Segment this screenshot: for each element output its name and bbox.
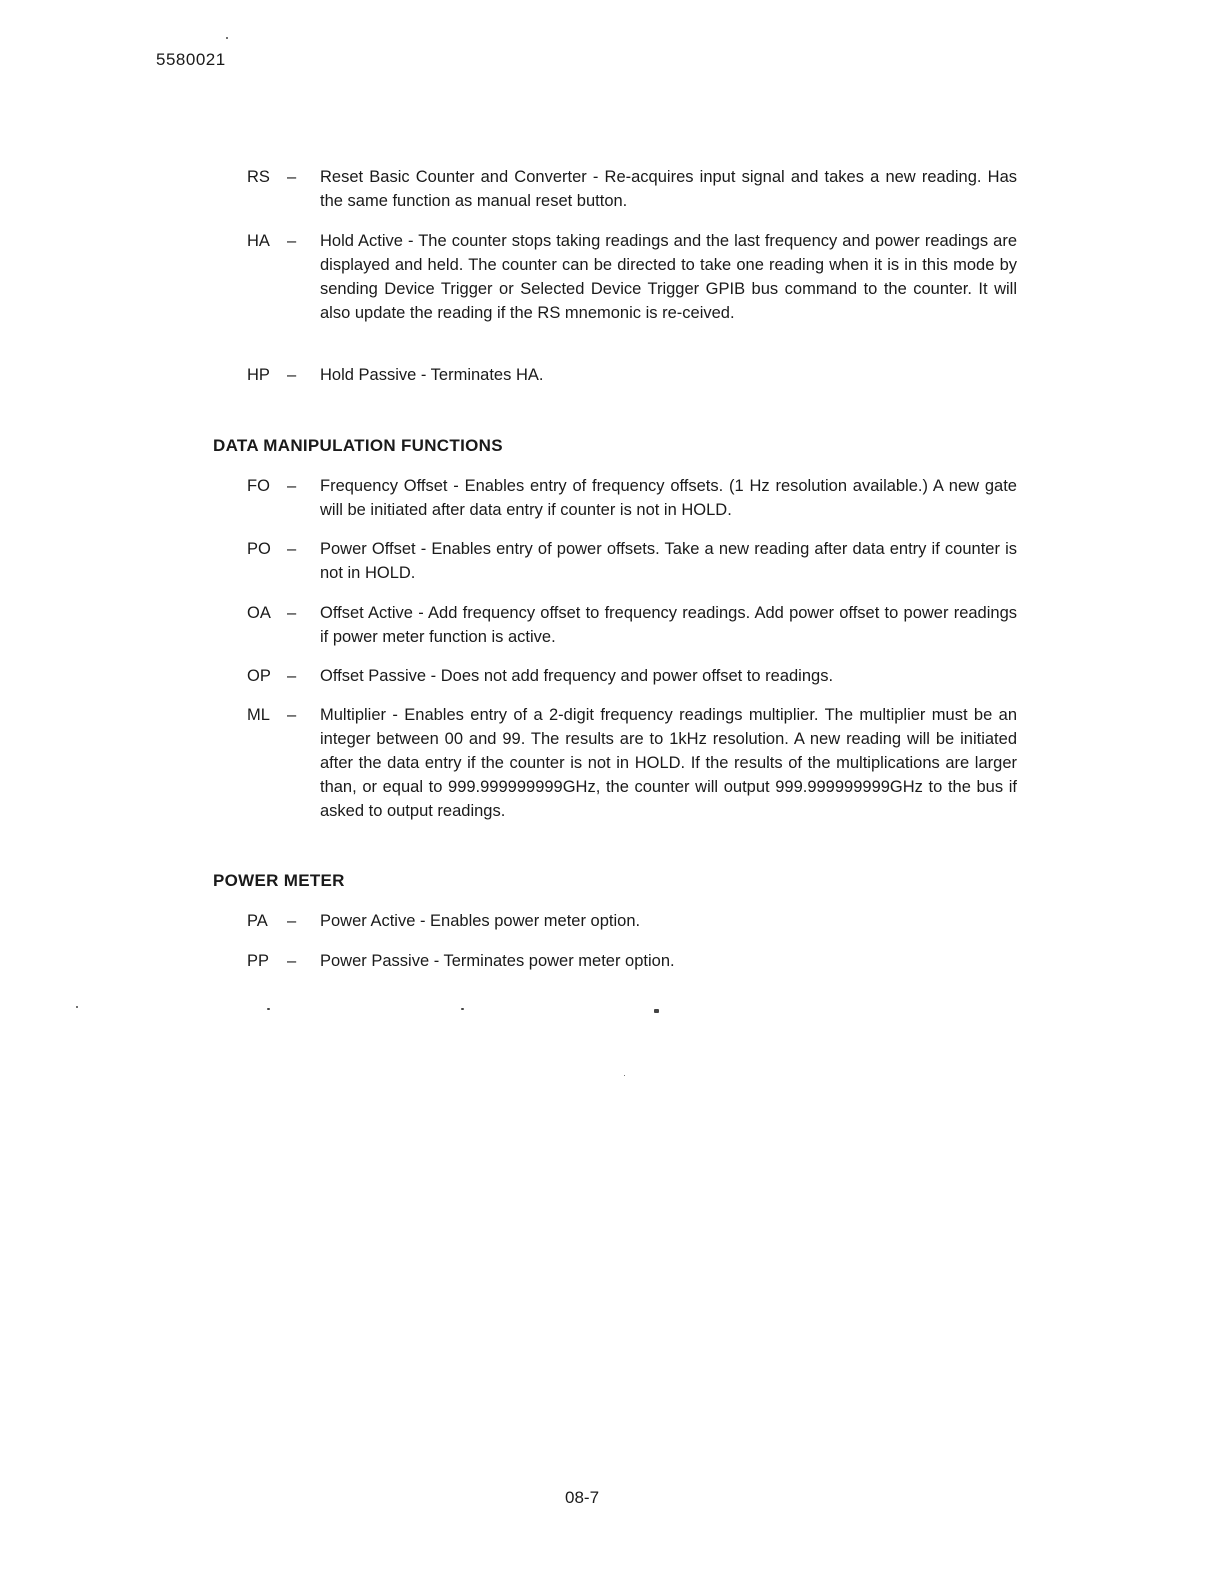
- mnemonic-code: OA: [247, 604, 271, 622]
- mnemonic-description: Reset Basic Counter and Converter - Re-acquires input signal and takes a new reading. Has the same function as manual reset button.: [320, 168, 1017, 210]
- document-id: 5580021: [156, 50, 226, 69]
- mnemonic-dash: –: [287, 477, 297, 495]
- mnemonic-dash: –: [287, 952, 297, 970]
- mnemonic-dash: –: [287, 168, 297, 186]
- entry-ha: [247, 229, 1017, 325]
- mnemonic-description: Power Passive - Terminates power meter option.: [320, 952, 675, 970]
- mnemonic-description: Power Active - Enables power meter option.: [320, 912, 641, 930]
- scan-speck: [461, 1008, 464, 1010]
- mnemonic-code: ML: [247, 706, 270, 724]
- mnemonic-dash: –: [287, 912, 297, 930]
- entry-pp: [247, 949, 1017, 973]
- entry-rs: [247, 165, 1017, 213]
- entry-pa: [247, 909, 1017, 933]
- scan-speck: [654, 1009, 659, 1013]
- entry-oa: [247, 601, 1017, 649]
- section-heading-power-meter: POWER METER: [213, 871, 345, 890]
- page-number: 08-7: [565, 1488, 600, 1507]
- scan-speck: [267, 1008, 270, 1010]
- mnemonic-description: Multiplier - Enables entry of a 2-digit frequency readings multiplier. The multiplier must be an integer between 00 and 99. The results are to 1kHz resolution. A new reading will be initiated after the data entry if the counter is not in HOLD. If the results of the multiplications are larger than, or equal to 999.999999999GHz, the counter will output 999.999999999GHz to the bus if asked to output readings.: [320, 706, 1017, 820]
- mnemonic-dash: –: [287, 232, 297, 250]
- mnemonic-code: RS: [247, 168, 270, 186]
- mnemonic-code: FO: [247, 477, 270, 495]
- mnemonic-code: PA: [247, 912, 268, 930]
- entry-fo: [247, 474, 1017, 522]
- mnemonic-dash: –: [287, 667, 297, 685]
- mnemonic-description: Frequency Offset - Enables entry of frequency offsets. (1 Hz resolution available.) A new gate will be initiated after data entry if counter is not in HOLD.: [320, 477, 1017, 519]
- mnemonic-description: Offset Active - Add frequency offset to frequency readings. Add power offset to power readings if power meter function is active.: [320, 604, 1017, 646]
- mnemonic-description: Hold Passive - Terminates HA.: [320, 366, 544, 384]
- mnemonic-dash: –: [287, 604, 297, 622]
- entry-op: [247, 664, 1017, 688]
- mnemonic-code: HA: [247, 232, 270, 250]
- mnemonic-dash: –: [287, 706, 297, 724]
- mnemonic-code: HP: [247, 366, 270, 384]
- mnemonic-description: Offset Passive - Does not add frequency and power offset to readings.: [320, 667, 834, 685]
- mnemonic-code: PO: [247, 540, 271, 558]
- section-heading-data-manipulation: DATA MANIPULATION FUNCTIONS: [213, 436, 503, 455]
- entry-hp: [247, 363, 1017, 387]
- mnemonic-description: Hold Active - The counter stops taking readings and the last frequency and power readings are displayed and held. The counter can be directed to take one reading when it is in this mode by sending Device Trigger or Selected Device Trigger GPIB bus command to the counter. It will also update the reading if the RS mnemonic is re-ceived.: [320, 232, 1017, 322]
- mnemonic-code: OP: [247, 667, 271, 685]
- mnemonic-code: PP: [247, 952, 270, 970]
- mnemonic-dash: –: [287, 366, 297, 384]
- scan-speck: [76, 1006, 78, 1008]
- entry-ml: [247, 703, 1017, 823]
- scan-speck: [624, 1075, 625, 1076]
- entry-po: [247, 537, 1017, 585]
- mnemonic-description: Power Offset - Enables entry of power offsets. Take a new reading after data entry if counter is not in HOLD.: [320, 540, 1017, 582]
- scan-speck: [226, 37, 228, 39]
- mnemonic-dash: –: [287, 540, 297, 558]
